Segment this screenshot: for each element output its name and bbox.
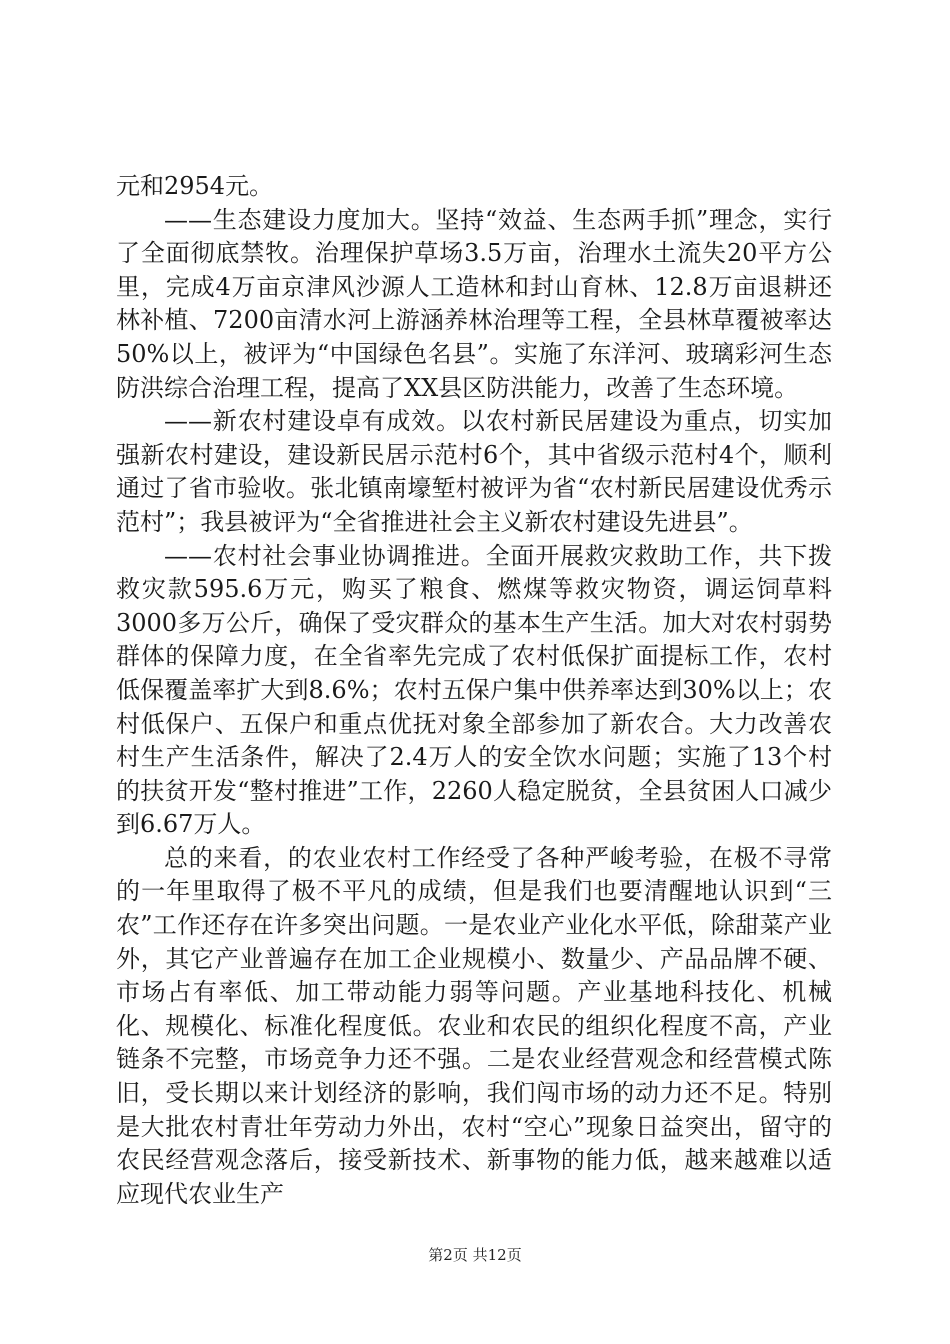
paragraph-new-countryside: ——新农村建设卓有成效。以农村新民居建设为重点，切实加强新农村建设，建设新民居示范村6个，其中省级示范村4个，顺利通过了省市验收。张北镇南壕堑村被评为省“农村新民居建设优秀示范村”；我县被评为“全省推进社会主义新农村建设先进县”。 [116,407,832,536]
paragraph-continuation: 元和2954元。 [116,172,274,200]
paragraph-summary-problems: 总的来看，的农业农村工作经受了各种严峻考验，在极不寻常的一年里取得了极不平凡的成绩，但是我们也要清醒地认识到“三农”工作还存在许多突出问题。一是农业产业化水平低，除甜菜产业外，其它产业普遍存在加工企业规模小、数量少、产品品牌不硬、市场占有率低、加工带动能力弱等问题。产业基地科技化、机械化、规模化、标准化程度低。农业和农民的组织化程度不高，产业链条不完整，市场竞争力还不强。二是农业经营观念和经营模式陈旧，受长期以来计划经济的影响，我们闯市场的动力还不足。特别是大批农村青壮年劳动力外出，农村“空心”现象日益突出，留守的农民经营观念落后，接受新技术、新事物的能力低，越来越难以适应现代农业生产 [116,843,832,1208]
page-footer [0,1244,950,1265]
paragraph-ecology: ——生态建设力度加大。坚持“效益、生态两手抓”理念，实行了全面彻底禁牧。治理保护草场3.5万亩，治理水土流失20平方公里，完成4万亩京津风沙源人工造林和封山育林、12.8万亩退耕还林补植、7200亩清水河上游涵养林治理等工程，全县林草覆被率达50%以上，被评为“中国绿色名县”。实施了东洋河、玻璃彩河生态防洪综合治理工程，提高了XX县区防洪能力，改善了生态环境。 [116,205,832,402]
document-body [116,170,832,1211]
paragraph-social-affairs: ——农村社会事业协调推进。全面开展救灾救助工作，共下拨救灾款595.6万元，购买了粮食、燃煤等救灾物资，调运饲草料3000多万公斤，确保了受灾群众的基本生产生活。加大对农村弱势群体的保障力度，在全省率先完成了农村低保扩面提标工作，农村低保覆盖率扩大到8.6%；农村五保户集中供养率达到30%以上；农村低保户、五保户和重点优抚对象全部参加了新农合。大力改善农村生产生活条件，解决了2.4万人的安全饮水问题；实施了13个村的扶贫开发“整村推进”工作，2260人稳定脱贫，全县贫困人口减少到6.67万人。 [116,541,832,839]
page-number-label: 第2页 共12页 [428,1246,522,1264]
